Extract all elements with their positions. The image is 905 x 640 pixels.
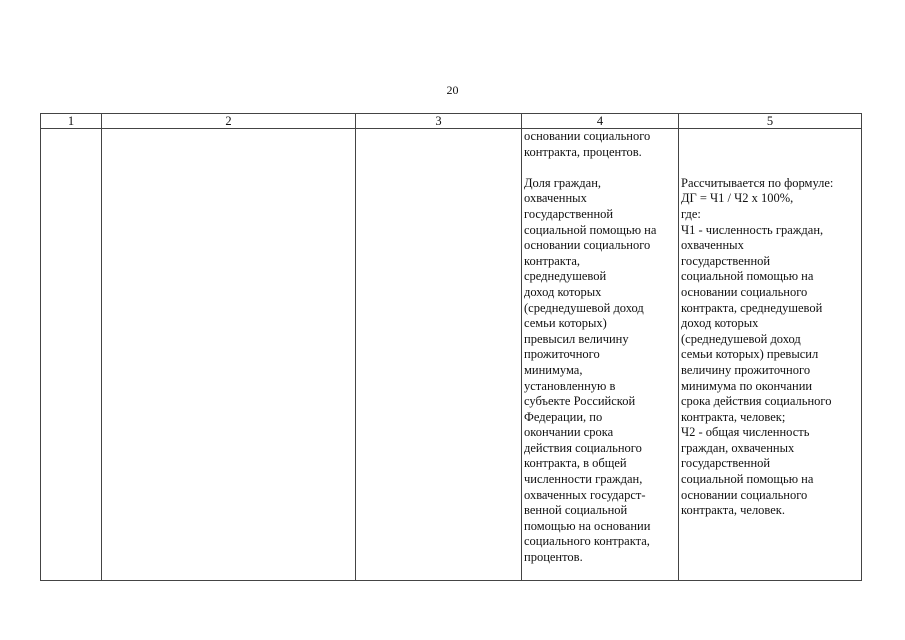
formula-text-line: основании социального <box>681 487 808 502</box>
indicator-text-line: венной социальной <box>524 503 628 518</box>
formula-text-line: контракта, человек; <box>681 409 786 424</box>
column-header-4: 4 <box>522 114 679 129</box>
formula-text-spacer <box>681 129 859 145</box>
column-header-2: 2 <box>102 114 356 129</box>
formula-text-line: доход которых <box>681 316 759 331</box>
indicator-text-line: среднедушевой <box>524 269 607 284</box>
formula-text-line: минимума по окончании <box>681 378 813 393</box>
indicator-text-line: охваченных государст- <box>524 487 646 502</box>
formula-text-line: где: <box>681 206 701 221</box>
indicator-text-line: Доля граждан, <box>524 175 602 190</box>
formula-text-line: государственной <box>681 456 771 471</box>
formula-text-line: срока действия социального <box>681 394 832 409</box>
formula-text-line: граждан, охваченных <box>681 440 795 455</box>
indicator-text-line: минимума, <box>524 362 583 377</box>
indicator-text-line: превысил величину <box>524 331 629 346</box>
indicator-text-line: Федерации, по <box>524 409 603 424</box>
formula-text-spacer <box>681 145 859 161</box>
formula-text-line: (среднедушевой доход <box>681 331 801 346</box>
cell-col-1 <box>41 129 102 581</box>
column-header-3: 3 <box>356 114 522 129</box>
formula-text-line: социальной помощью на <box>681 269 814 284</box>
indicator-text-line: (среднедушевой доход <box>524 300 644 315</box>
indicator-text-line: действия социального <box>524 440 642 455</box>
indicator-text-line: установленную в <box>524 378 616 393</box>
formula-text-line: охваченных <box>681 238 744 253</box>
indicator-text-line: субъекте Российской <box>524 394 636 409</box>
formula-text-line: Ч1 - численность граждан, <box>681 222 824 237</box>
table-row <box>41 129 862 581</box>
formula-text-line: величину прожиточного <box>681 362 811 377</box>
indicator-text-line: охваченных <box>524 191 587 206</box>
indicator-text-line: государственной <box>524 206 614 221</box>
indicator-text-line: контракта, процентов. <box>524 144 642 159</box>
indicator-text-line: процентов. <box>524 550 583 565</box>
indicator-text-line: доход которых <box>524 284 602 299</box>
formula-text-line: Ч2 - общая численность <box>681 425 810 440</box>
column-header-5: 5 <box>679 114 862 129</box>
formula-text-line: социальной помощью на <box>681 472 814 487</box>
cell-col-2 <box>102 129 356 581</box>
column-header-1: 1 <box>41 114 102 129</box>
formula-text-line: контракта, среднедушевой <box>681 300 823 315</box>
indicator-text-line: семьи которых) <box>524 316 607 331</box>
formula-text-line: семьи которых) превысил <box>681 347 819 362</box>
formula-text-line: ДГ = Ч1 / Ч2 x 100%, <box>681 191 794 206</box>
formula-text-spacer <box>681 160 859 176</box>
formula-text-line: контракта, человек. <box>681 503 786 518</box>
indicator-text-line: контракта, в общей <box>524 456 627 471</box>
indicator-text-line: окончании срока <box>524 425 614 440</box>
indicator-text-line: основании социального <box>524 238 651 253</box>
indicator-text-line: основании социального <box>524 129 651 143</box>
cell-col-3 <box>356 129 522 581</box>
table-header-row <box>41 114 862 129</box>
formula-text-line: основании социального <box>681 284 808 299</box>
indicator-text-line: численности граждан, <box>524 472 643 487</box>
indicator-text-line: социальной помощью на <box>524 222 657 237</box>
indicator-text-line: социального контракта, <box>524 534 650 549</box>
indicator-text-line: прожиточного <box>524 347 600 362</box>
indicator-text-line: контракта, <box>524 253 580 268</box>
cell-indicator-description <box>522 129 679 581</box>
formula-text-line: Рассчитывается по формуле: <box>681 175 834 190</box>
indicator-text-spacer <box>524 160 676 176</box>
formula-text-line: государственной <box>681 253 771 268</box>
cell-calculation-method <box>679 129 862 581</box>
page-number: 20 <box>446 83 459 97</box>
indicator-table <box>40 113 862 581</box>
indicator-text-line: помощью на основании <box>524 518 651 533</box>
